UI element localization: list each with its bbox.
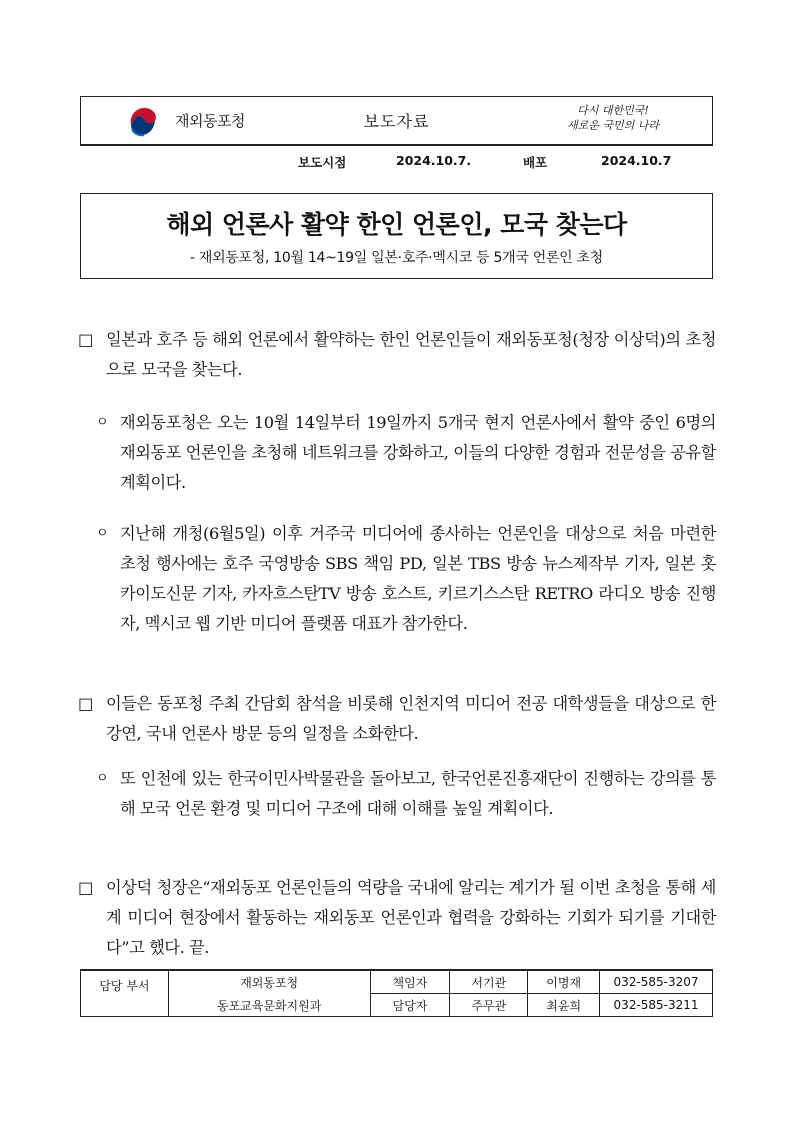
contact-name: 최윤희 xyxy=(528,994,600,1017)
paragraph-3 xyxy=(96,519,716,639)
paragraph-text: 이들은 동포청 주최 간담회 참석을 비롯해 인천지역 미디어 전공 대학생들을 대상으로 한 강연, 국내 언론사 방문 등의 일정을 소화한다. xyxy=(106,694,716,743)
circle-bullet: ㅇ xyxy=(96,526,109,541)
headline: 해외 언론사 활약 한인 언론인, 모국 찾는다 xyxy=(166,210,627,239)
square-bullet: □ xyxy=(78,694,93,713)
square-bullet: □ xyxy=(78,878,93,897)
contact-role: 책임자 xyxy=(370,970,450,994)
square-bullet: □ xyxy=(78,330,93,349)
paragraph-text: 재외동포청은 오는 10월 14일부터 19일까지 5개국 현지 언론사에서 활약 중인 6명의 재외동포 언론인을 초청해 네트워크를 강화하고, 이들의 다양한 경험과 전문성을 공유할 계획이다. xyxy=(120,413,716,492)
circle-bullet: ㅇ xyxy=(96,415,109,430)
paragraph-text: 지난해 개청(6월5일) 이후 거주국 미디어에 종사하는 언론인을 대상으로 처음 마련한 초청 행사에는 호주 국영방송 SBS 책임 PD, 일본 TBS 방송 뉴스제작부 기자, 일본 홋카이도신문 기자, 카자흐스탄TV 방송 호스트, 키르기스스탄 RETRO 라디오 방송 진행자, 멕시코 웹 기반 미디어 플랫폼 대표가 참가한다. xyxy=(120,524,716,633)
paragraph-5 xyxy=(96,764,716,824)
contact-title: 서기관 xyxy=(450,970,528,994)
contact-role: 담당자 xyxy=(370,994,450,1017)
paragraph-text: 일본과 호주 등 해외 언론에서 활약하는 한인 언론인들이 재외동포청(청장 이상덕)의 초청으로 모국을 찾는다. xyxy=(106,330,716,379)
contact-table xyxy=(80,969,713,1017)
paragraph-4 xyxy=(78,689,716,749)
sub-headline: - 재외동포청, 10월 14~19일 일본·호주·멕시코 등 5개국 언론인 초청 xyxy=(189,250,603,266)
paragraph-2 xyxy=(96,408,716,498)
contact-row xyxy=(81,970,713,994)
distribution-label: 배포 xyxy=(523,155,548,170)
slogan-line-1: 다시 대한민국! xyxy=(577,104,649,117)
dept-name xyxy=(168,970,370,1017)
contact-phone: 032-585-3211 xyxy=(600,994,713,1017)
distribution-date: 2024.10.7 xyxy=(601,153,672,168)
dept-line-2: 동포교육문화지원과 xyxy=(217,998,322,1013)
paragraph-text: 또 인천에 있는 한국이민사박물관을 돌아보고, 한국언론진흥재단이 진행하는 강의를 통해 모국 언론 환경 및 미디어 구조에 대해 이해를 높일 계획이다. xyxy=(120,769,716,818)
dept-line-1: 재외동포청 xyxy=(240,975,299,990)
document-type: 보도자료 xyxy=(363,112,430,131)
paragraph-1 xyxy=(78,325,716,385)
headline-box xyxy=(80,193,713,279)
press-release-header xyxy=(80,96,713,146)
paragraph-text: 이상덕 청장은“재외동포 언론인들의 역량을 국내에 알리는 계기가 될 이번 초청을 통해 세계 미디어 현장에서 활동하는 재외동포 언론인과 협력을 강화하는 기회가 되기를 기대한다”고 했다. 끝. xyxy=(106,878,716,957)
circle-bullet: ㅇ xyxy=(96,771,109,786)
org-name: 재외동포청 xyxy=(175,112,245,130)
dept-label: 담당 부서 xyxy=(81,970,169,1017)
release-label: 보도시점 xyxy=(298,155,347,170)
contact-title: 주무관 xyxy=(450,994,528,1017)
release-date: 2024.10.7. xyxy=(396,153,472,168)
contact-phone: 032-585-3207 xyxy=(600,970,713,994)
slogan-line-2: 새로운 국민의 나라 xyxy=(566,119,659,132)
slogan xyxy=(558,103,668,133)
paragraph-6 xyxy=(78,873,716,963)
contact-name: 이명재 xyxy=(528,970,600,994)
